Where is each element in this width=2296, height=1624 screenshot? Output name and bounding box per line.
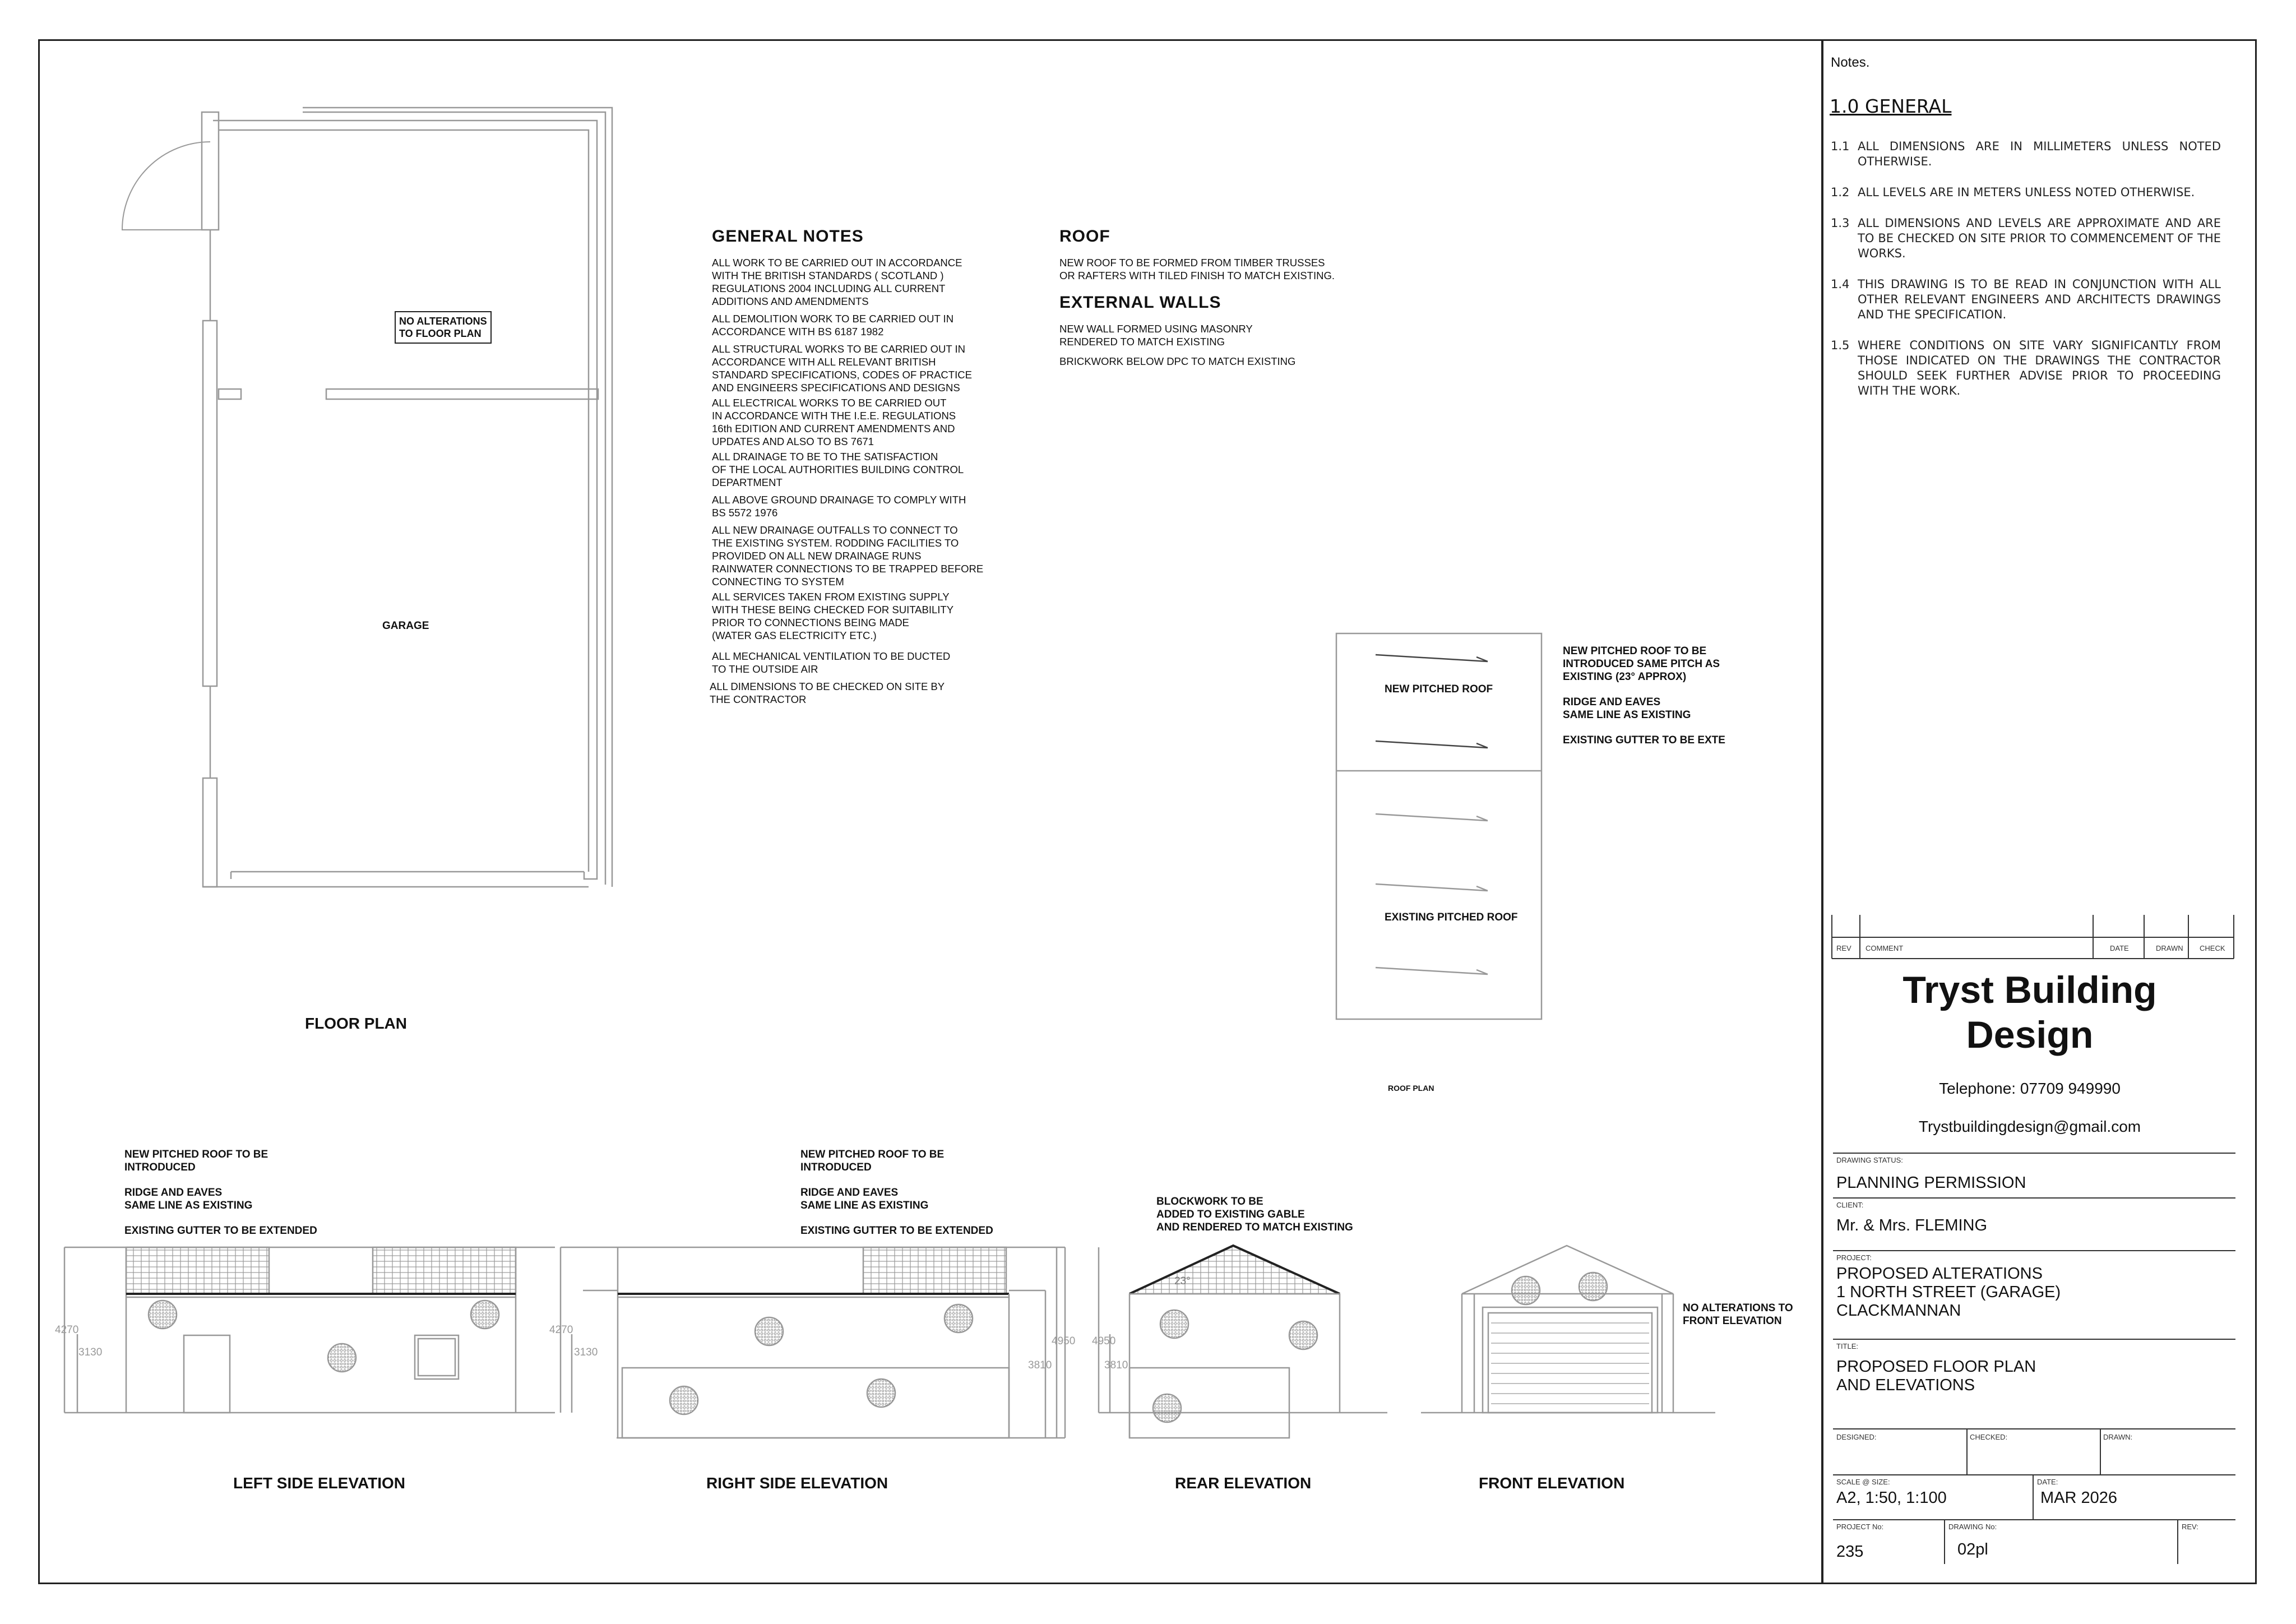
- floor-plan-title: FLOOR PLAN: [305, 1015, 407, 1032]
- dimension-label: 3130: [574, 1347, 598, 1358]
- rear-elevation-title: REAR ELEVATION: [1175, 1474, 1312, 1492]
- front-elevation-title: FRONT ELEVATION: [1479, 1474, 1625, 1492]
- client-value: Mr. & Mrs. FLEMING: [1836, 1216, 1988, 1234]
- drawing-no-label: DRAWING No:: [1948, 1523, 1997, 1531]
- scale-value: A2, 1:50, 1:100: [1836, 1489, 1947, 1507]
- title-value: PROPOSED FLOOR PLAN AND ELEVATIONS: [1836, 1358, 2036, 1394]
- rear-elevation-note: BLOCKWORK TO BE ADDED TO EXISTING GABLE AND RENDERED TO MATCH EXISTING: [1156, 1196, 1353, 1233]
- left-elevation-note: RIDGE AND EAVES SAME LINE AS EXISTING: [124, 1187, 253, 1211]
- side-note-item: [1831, 216, 2221, 261]
- title-label: TITLE:: [1836, 1342, 1859, 1350]
- left-side-elevation-drawing: [64, 1247, 555, 1413]
- title-block-rule: [1833, 1428, 2235, 1429]
- revision-header-comment: COMMENT: [1866, 944, 1904, 952]
- side-note-text: THIS DRAWING IS TO BE READ IN CONJUNCTION WITH ALL OTHER RELEVANT ENGINEERS AND ARCHITECTS DRAWINGS AND THE SPECIFICATION.: [1858, 277, 2221, 321]
- roof-note: NEW ROOF TO BE FORMED FROM TIMBER TRUSSES OR RAFTERS WITH TILED FINISH TO MATCH EXISTING.: [1059, 257, 1335, 281]
- title-block-rule: [2177, 1519, 2178, 1564]
- revision-header-rev: REV: [1836, 944, 1851, 952]
- rev-label: REV:: [2182, 1523, 2198, 1531]
- roof-pitch-angle: 23°: [1174, 1275, 1191, 1287]
- side-note-text: WHERE CONDITIONS ON SITE VARY SIGNIFICANTLY FROM THOSE INDICATED ON THE DRAWINGS THE CONTRACTOR SHOULD SEEK FURTHER ADVISE PRIOR TO PROCEEDING WITH THE WORK.: [1858, 339, 2221, 397]
- new-pitched-roof-label: NEW PITCHED ROOF: [1385, 683, 1493, 695]
- title-block-rule: [2100, 1428, 2101, 1474]
- external-walls-note: BRICKWORK BELOW DPC TO MATCH EXISTING: [1059, 355, 1296, 367]
- side-note-number: 1.2: [1831, 186, 1850, 199]
- side-note-text: ALL LEVELS ARE IN METERS UNLESS NOTED OTHERWISE.: [1858, 186, 2195, 199]
- title-block-rule: [1966, 1428, 1968, 1474]
- project-value: PROPOSED ALTERATIONS 1 NORTH STREET (GARAGE) CLACKMANNAN: [1836, 1265, 2061, 1320]
- general-note-item: ALL DRAINAGE TO BE TO THE SATISFACTION OF THE LOCAL AUTHORITIES BUILDING CONTROL DEPARTMENT: [712, 451, 964, 488]
- garage-room-label: GARAGE: [382, 620, 429, 632]
- roof-plan-note: EXISTING GUTTER TO BE EXTE: [1563, 734, 1725, 746]
- drawn-label: DRAWN:: [2103, 1433, 2133, 1441]
- side-note-text: ALL DIMENSIONS ARE IN MILLIMETERS UNLESS NOTED OTHERWISE.: [1858, 140, 2221, 168]
- general-note-item: ALL ELECTRICAL WORKS TO BE CARRIED OUT IN ACCORDANCE WITH THE I.E.E. REGULATIONS 16th EDITION AND CURRENT AMENDMENTS AND UPDATES AND ALSO TO BS 7671: [712, 397, 956, 447]
- client-label: CLIENT:: [1836, 1201, 1864, 1209]
- dimension-label: 4270: [549, 1324, 573, 1336]
- title-block-rule: [1833, 1250, 2235, 1251]
- left-elevation-note: EXISTING GUTTER TO BE EXTENDED: [124, 1225, 317, 1237]
- date-label: DATE:: [2037, 1478, 2058, 1486]
- drawing-status-value: PLANNING PERMISSION: [1836, 1174, 2026, 1192]
- roof-and-walls-notes: [1059, 227, 1396, 368]
- side-notes-list: [1831, 139, 2221, 399]
- side-note-number: 1.4: [1831, 277, 1850, 291]
- general-note-item: ALL STRUCTURAL WORKS TO BE CARRIED OUT IN ACCORDANCE WITH ALL RELEVANT BRITISH STANDARD SPECIFICATIONS, CODES OF PRACTICE AND ENGINEERS SPECIFICATIONS AND DESIGNS: [712, 343, 972, 394]
- roof-heading: ROOF: [1059, 227, 1110, 246]
- side-note-number: 1.1: [1831, 140, 1850, 153]
- side-note-number: 1.5: [1831, 339, 1850, 352]
- revision-header-drawn: DRAWN: [2156, 944, 2183, 952]
- title-block-rule: [2033, 1474, 2034, 1520]
- date-value: MAR 2026: [2040, 1489, 2118, 1507]
- dimension-label: 4950: [1092, 1335, 1116, 1347]
- no-alterations-floor-plan-note: NO ALTERATIONS TO FLOOR PLAN: [395, 311, 492, 344]
- right-side-elevation-title: RIGHT SIDE ELEVATION: [706, 1474, 888, 1492]
- title-block-rule: [1944, 1519, 1945, 1564]
- revision-header-date: DATE: [2110, 944, 2129, 952]
- general-note-item: ALL MECHANICAL VENTILATION TO BE DUCTED TO THE OUTSIDE AIR: [712, 650, 951, 675]
- title-block-rule: [1833, 1474, 2235, 1475]
- front-elevation-drawing: [1421, 1246, 1715, 1413]
- company-name: Tryst Building Design: [1902, 969, 2157, 1056]
- left-elevation-notes: [124, 1148, 317, 1237]
- floor-plan-drawing: [122, 108, 612, 887]
- general-notes-heading: GENERAL NOTES: [712, 227, 864, 246]
- left-side-elevation-title: LEFT SIDE ELEVATION: [233, 1474, 405, 1492]
- project-no-value: 235: [1836, 1543, 1864, 1561]
- company-telephone: Telephone: 07709 949990: [1939, 1080, 2121, 1097]
- side-note-item: [1831, 139, 2221, 169]
- company-email: Trystbuildingdesign@gmail.com: [1918, 1118, 2141, 1135]
- dimension-label: 4950: [1052, 1335, 1076, 1347]
- title-block-rule: [1833, 1339, 2235, 1340]
- title-block-rule: [1833, 1197, 2235, 1199]
- roof-plan-note: NEW PITCHED ROOF TO BE INTRODUCED SAME PITCH AS EXISTING (23° APPROX): [1563, 645, 1720, 683]
- drawing-no-value: 02pl: [1957, 1540, 1988, 1558]
- project-no-label: PROJECT No:: [1836, 1523, 1884, 1531]
- title-block-rule: [1833, 1519, 2235, 1520]
- general-note-item: ALL ABOVE GROUND DRAINAGE TO COMPLY WITH BS 5572 1976: [712, 494, 966, 519]
- side-note-number: 1.3: [1831, 216, 1850, 230]
- scale-label: SCALE @ SIZE:: [1836, 1478, 1890, 1486]
- side-note-item: [1831, 277, 2221, 322]
- side-note-item: [1831, 185, 2221, 200]
- external-walls-heading: EXTERNAL WALLS: [1059, 293, 1221, 312]
- existing-pitched-roof-label: EXISTING PITCHED ROOF: [1385, 912, 1518, 923]
- roof-plan-notes: [1563, 645, 1731, 747]
- general-notes: [712, 227, 1026, 706]
- right-elevation-note: RIDGE AND EAVES SAME LINE AS EXISTING: [800, 1187, 929, 1211]
- dimension-label: 3810: [1028, 1359, 1052, 1371]
- rear-elevation-drawing: [1099, 1246, 1387, 1438]
- left-elevation-note: NEW PITCHED ROOF TO BE INTRODUCED: [124, 1149, 269, 1173]
- general-note-item: ALL NEW DRAINAGE OUTFALLS TO CONNECT TO THE EXISTING SYSTEM. RODDING FACILITIES TO PROVIDED ON ALL NEW DRAINAGE RUNS RAINWATER CONNECTIONS TO BE TRAPPED BEFORE CONNECTING TO SYSTEM: [712, 524, 984, 587]
- drawing-status-label: DRAWING STATUS:: [1836, 1156, 1903, 1164]
- right-elevation-notes: [800, 1148, 993, 1237]
- right-side-elevation-drawing: [561, 1247, 1065, 1438]
- dimension-label: 3130: [78, 1347, 103, 1358]
- side-notes-title: Notes.: [1831, 55, 1870, 70]
- checked-label: CHECKED:: [1970, 1433, 2008, 1441]
- right-elevation-note: NEW PITCHED ROOF TO BE INTRODUCED: [800, 1149, 945, 1173]
- dimension-label: 4270: [55, 1324, 79, 1336]
- title-block-rule: [1833, 1153, 2235, 1154]
- project-label: PROJECT:: [1836, 1253, 1872, 1262]
- revision-header-check: CHECK: [2200, 944, 2225, 952]
- side-note-item: [1831, 338, 2221, 399]
- roof-plan-note: RIDGE AND EAVES SAME LINE AS EXISTING: [1563, 696, 1691, 721]
- roof-plan-title: ROOF PLAN: [1388, 1084, 1434, 1093]
- side-note-text: ALL DIMENSIONS AND LEVELS ARE APPROXIMATE AND ARE TO BE CHECKED ON SITE PRIOR TO COMMENCEMENT OF THE WORKS.: [1858, 216, 2221, 260]
- external-walls-note: NEW WALL FORMED USING MASONRY RENDERED TO MATCH EXISTING: [1059, 323, 1253, 348]
- side-notes-section-heading: 1.0 GENERAL: [1830, 95, 1952, 117]
- designed-label: DESIGNED:: [1836, 1433, 1877, 1441]
- front-elevation-note: NO ALTERATIONS TO FRONT ELEVATION: [1683, 1302, 1793, 1327]
- general-note-item: ALL DEMOLITION WORK TO BE CARRIED OUT IN ACCORDANCE WITH BS 6187 1982: [712, 313, 954, 337]
- right-elevation-note: EXISTING GUTTER TO BE EXTENDED: [800, 1225, 993, 1237]
- dimension-label: 3810: [1104, 1359, 1128, 1371]
- general-note-item: ALL WORK TO BE CARRIED OUT IN ACCORDANCE WITH THE BRITISH STANDARDS ( SCOTLAND ) REGULATIONS 2004 INCLUDING ALL CURRENT ADDITIONS AND AMENDMENTS: [712, 257, 962, 307]
- general-note-item: ALL DIMENSIONS TO BE CHECKED ON SITE BY THE CONTRACTOR: [710, 681, 945, 705]
- general-note-item: ALL SERVICES TAKEN FROM EXISTING SUPPLY WITH THESE BEING CHECKED FOR SUITABILITY PRIOR TO CONNECTIONS BEING MADE (WATER GAS ELECTRICITY ETC.): [712, 591, 954, 641]
